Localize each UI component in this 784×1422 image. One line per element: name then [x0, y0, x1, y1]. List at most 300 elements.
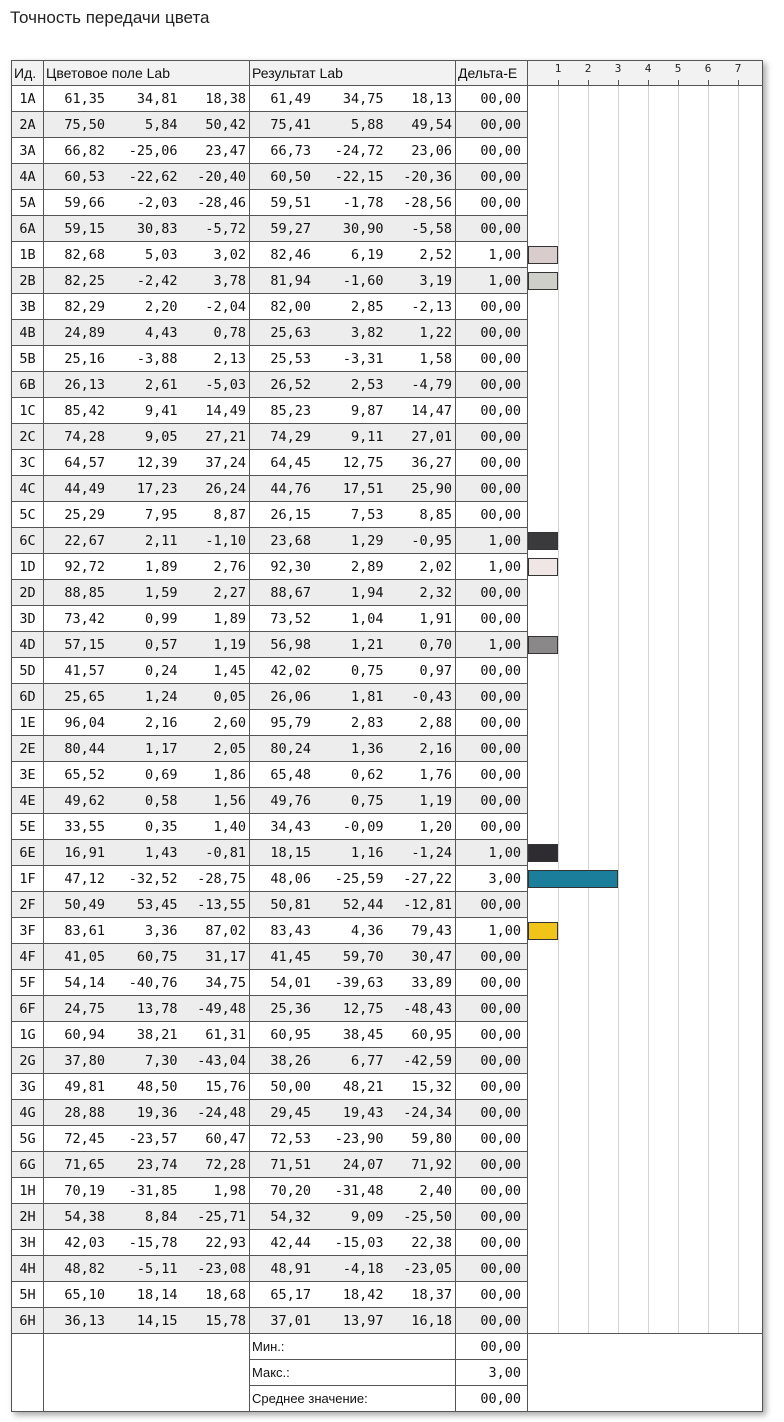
- lab-values: [44, 86, 250, 112]
- gridline: [618, 1022, 619, 1048]
- gridline: [618, 1230, 619, 1256]
- b-value: 1,86: [213, 766, 246, 783]
- delta-e-value: 00,00: [456, 1100, 528, 1126]
- delta-e-bar: [528, 532, 558, 550]
- gridline: [648, 216, 649, 242]
- b-value: 1,91: [419, 610, 452, 627]
- gridline: [558, 398, 559, 424]
- gridline: [708, 1178, 709, 1204]
- a-value: 1,29: [350, 532, 384, 549]
- result-values: [250, 346, 456, 372]
- gridline: [588, 1308, 589, 1334]
- gridline: [618, 944, 619, 970]
- a-value: -0,09: [342, 818, 384, 835]
- a-value: 18,14: [136, 1286, 178, 1303]
- b-value: 23,06: [411, 142, 452, 159]
- a-value: 2,16: [144, 714, 178, 731]
- table-row: [12, 762, 763, 788]
- delta-e-value: 00,00: [456, 658, 528, 684]
- gridline: [558, 346, 559, 372]
- table-row: [12, 554, 763, 580]
- l-value: 82,46: [270, 246, 311, 263]
- l-value: 36,13: [64, 1312, 105, 1329]
- gridline: [618, 294, 619, 320]
- lab-values: [44, 320, 250, 346]
- a-value: 5,03: [144, 246, 178, 263]
- delta-e-bar-cell: [528, 112, 763, 138]
- l-value: 92,30: [270, 558, 311, 575]
- gridline: [618, 918, 619, 944]
- a-value: -2,42: [136, 272, 178, 289]
- lab-values: [44, 1126, 250, 1152]
- gridline: [648, 372, 649, 398]
- gridline: [588, 502, 589, 528]
- l-value: 85,42: [64, 402, 105, 419]
- gridline: [558, 294, 559, 320]
- gridline: [738, 1048, 739, 1074]
- empty-cell: [12, 1386, 44, 1412]
- a-value: -40,76: [128, 974, 178, 991]
- gridline: [558, 1048, 559, 1074]
- gridline: [738, 918, 739, 944]
- gridline: [588, 710, 589, 736]
- result-values: [250, 580, 456, 606]
- gridline: [708, 242, 709, 268]
- gridline: [738, 1074, 739, 1100]
- lab-values: [44, 1256, 250, 1282]
- gridline: [618, 1126, 619, 1152]
- lab-values: [44, 1308, 250, 1334]
- table-row: [12, 398, 763, 424]
- gridline: [738, 866, 739, 892]
- delta-e-bar-cell: [528, 450, 763, 476]
- lab-values: [44, 346, 250, 372]
- gridline: [708, 892, 709, 918]
- b-value: 1,76: [419, 766, 452, 783]
- delta-e-bar-cell: [528, 476, 763, 502]
- gridline: [588, 1100, 589, 1126]
- b-value: -13,55: [197, 896, 246, 913]
- delta-e-bar-cell: [528, 554, 763, 580]
- b-value: -42,59: [403, 1052, 452, 1069]
- lab-values: [44, 606, 250, 632]
- a-value: 0,58: [144, 792, 178, 809]
- delta-e-value: 00,00: [456, 1152, 528, 1178]
- b-value: -5,58: [411, 220, 452, 237]
- b-value: 3,02: [213, 246, 246, 263]
- gridline: [678, 450, 679, 476]
- chart-scale: [528, 61, 763, 86]
- lab-values: [44, 1048, 250, 1074]
- delta-e-bar: [528, 844, 558, 862]
- gridline: [648, 1308, 649, 1334]
- gridline: [738, 424, 739, 450]
- table-row: [12, 1126, 763, 1152]
- gridline: [708, 216, 709, 242]
- delta-e-bar-cell: [528, 1100, 763, 1126]
- gridline: [588, 762, 589, 788]
- gridline: [738, 606, 739, 632]
- patch-id: 3E: [12, 762, 44, 788]
- b-value: 2,40: [419, 1182, 452, 1199]
- delta-e-bar-cell: [528, 1282, 763, 1308]
- lab-values: [44, 450, 250, 476]
- patch-id: 2H: [12, 1204, 44, 1230]
- patch-id: 5E: [12, 814, 44, 840]
- l-value: 26,13: [64, 376, 105, 393]
- delta-e-bar: [528, 246, 558, 264]
- l-value: 83,43: [270, 922, 311, 939]
- gridline: [648, 502, 649, 528]
- delta-e-bar-cell: [528, 892, 763, 918]
- a-value: 19,43: [342, 1104, 384, 1121]
- gridline: [708, 814, 709, 840]
- b-value: 15,78: [205, 1312, 246, 1329]
- result-values: [250, 944, 456, 970]
- scale-tick-label: 3: [614, 62, 622, 75]
- b-value: -28,46: [197, 194, 246, 211]
- a-value: 2,61: [144, 376, 178, 393]
- delta-e-bar-cell: [528, 346, 763, 372]
- gridline: [708, 1048, 709, 1074]
- delta-e-value: 00,00: [456, 112, 528, 138]
- gridline: [648, 528, 649, 554]
- delta-e-value: 00,00: [456, 996, 528, 1022]
- lab-values: [44, 918, 250, 944]
- result-values: [250, 1230, 456, 1256]
- gridline: [588, 86, 589, 112]
- a-value: -5,11: [136, 1260, 178, 1277]
- gridline: [558, 996, 559, 1022]
- gridline: [708, 190, 709, 216]
- l-value: 61,35: [64, 90, 105, 107]
- gridline: [678, 190, 679, 216]
- gridline: [738, 580, 739, 606]
- gridline: [618, 580, 619, 606]
- gridline: [588, 450, 589, 476]
- b-value: 18,37: [411, 1286, 452, 1303]
- a-value: 12,39: [136, 454, 178, 471]
- patch-id: 1B: [12, 242, 44, 268]
- gridline: [588, 1048, 589, 1074]
- patch-id: 3B: [12, 294, 44, 320]
- l-value: 65,48: [270, 766, 311, 783]
- lab-values: [44, 398, 250, 424]
- gridline: [558, 1022, 559, 1048]
- gridline: [648, 710, 649, 736]
- delta-e-value: 00,00: [456, 814, 528, 840]
- gridline: [678, 86, 679, 112]
- scale-tick-mark: [558, 80, 559, 85]
- delta-e-value: 00,00: [456, 1178, 528, 1204]
- gridline: [588, 1152, 589, 1178]
- result-values: [250, 86, 456, 112]
- l-value: 50,00: [270, 1078, 311, 1095]
- a-value: 1,89: [144, 558, 178, 575]
- gridline: [648, 450, 649, 476]
- l-value: 23,68: [270, 532, 311, 549]
- gridline: [678, 268, 679, 294]
- gridline: [558, 632, 559, 658]
- b-value: 1,20: [419, 818, 452, 835]
- l-value: 73,52: [270, 610, 311, 627]
- gridline: [738, 814, 739, 840]
- gridline: [678, 866, 679, 892]
- a-value: 2,53: [350, 376, 384, 393]
- result-values: [250, 320, 456, 346]
- gridline: [738, 294, 739, 320]
- patch-id: 1G: [12, 1022, 44, 1048]
- gridline: [618, 970, 619, 996]
- gridline: [588, 1256, 589, 1282]
- gridline: [708, 996, 709, 1022]
- patch-id: 6E: [12, 840, 44, 866]
- gridline: [588, 554, 589, 580]
- gridline: [558, 1178, 559, 1204]
- l-value: 65,52: [64, 766, 105, 783]
- b-value: 27,01: [411, 428, 452, 445]
- gridline: [618, 1048, 619, 1074]
- a-value: 9,11: [350, 428, 384, 445]
- a-value: 34,75: [342, 90, 384, 107]
- gridline: [738, 528, 739, 554]
- color-accuracy-table: [11, 60, 763, 1412]
- gridline: [558, 476, 559, 502]
- result-values: [250, 164, 456, 190]
- gridline: [708, 632, 709, 658]
- delta-e-value: 00,00: [456, 1048, 528, 1074]
- a-value: 1,94: [350, 584, 384, 601]
- l-value: 82,00: [270, 298, 311, 315]
- b-value: -48,43: [403, 1000, 452, 1017]
- a-value: 6,19: [350, 246, 384, 263]
- scale-tick-label: 4: [644, 62, 652, 75]
- a-value: 3,82: [350, 324, 384, 341]
- gridline: [588, 112, 589, 138]
- l-value: 65,10: [64, 1286, 105, 1303]
- delta-e-bar-cell: [528, 1178, 763, 1204]
- header-delta: Дельта-E: [456, 61, 528, 86]
- summary-label: Среднее значение:: [250, 1386, 456, 1412]
- patch-id: 1C: [12, 398, 44, 424]
- a-value: 2,11: [144, 532, 178, 549]
- gridline: [678, 502, 679, 528]
- patch-id: 1F: [12, 866, 44, 892]
- l-value: 42,02: [270, 662, 311, 679]
- table-row: [12, 1152, 763, 1178]
- summary-value: 00,00: [456, 1386, 528, 1412]
- delta-e-value: 00,00: [456, 398, 528, 424]
- l-value: 71,65: [64, 1156, 105, 1173]
- l-value: 60,95: [270, 1026, 311, 1043]
- gridline: [708, 554, 709, 580]
- delta-e-value: 00,00: [456, 606, 528, 632]
- result-values: [250, 892, 456, 918]
- gridline: [678, 1178, 679, 1204]
- lab-values: [44, 840, 250, 866]
- result-values: [250, 476, 456, 502]
- delta-e-bar-cell: [528, 190, 763, 216]
- result-values: [250, 632, 456, 658]
- scale-tick-mark: [648, 80, 649, 85]
- a-value: 17,23: [136, 480, 178, 497]
- patch-id: 5C: [12, 502, 44, 528]
- delta-e-bar-cell: [528, 216, 763, 242]
- table-row: [12, 1022, 763, 1048]
- delta-e-value: 00,00: [456, 1230, 528, 1256]
- patch-id: 5H: [12, 1282, 44, 1308]
- a-value: 9,87: [350, 402, 384, 419]
- gridline: [588, 1074, 589, 1100]
- patch-id: 4E: [12, 788, 44, 814]
- patch-id: 2F: [12, 892, 44, 918]
- gridline: [708, 112, 709, 138]
- gridline: [708, 476, 709, 502]
- patch-id: 5D: [12, 658, 44, 684]
- table-row: [12, 450, 763, 476]
- result-values: [250, 606, 456, 632]
- b-value: 1,89: [213, 610, 246, 627]
- gridline: [618, 658, 619, 684]
- lab-values: [44, 216, 250, 242]
- table-header-row: [12, 61, 763, 86]
- b-value: 72,28: [205, 1156, 246, 1173]
- scale-tick-mark: [618, 80, 619, 85]
- gridline: [618, 814, 619, 840]
- gridline: [618, 346, 619, 372]
- lab-values: [44, 1152, 250, 1178]
- delta-e-bar: [528, 922, 558, 940]
- result-values: [250, 970, 456, 996]
- gridline: [588, 918, 589, 944]
- summary-row: [12, 1360, 763, 1386]
- l-value: 48,82: [64, 1260, 105, 1277]
- gridline: [708, 658, 709, 684]
- l-value: 80,24: [270, 740, 311, 757]
- a-value: 7,53: [350, 506, 384, 523]
- b-value: -2,13: [411, 298, 452, 315]
- a-value: 24,07: [342, 1156, 384, 1173]
- a-value: -22,15: [334, 168, 384, 185]
- gridline: [648, 970, 649, 996]
- patch-id: 4F: [12, 944, 44, 970]
- gridline: [588, 658, 589, 684]
- b-value: 34,75: [205, 974, 246, 991]
- gridline: [648, 866, 649, 892]
- a-value: 0,57: [144, 636, 178, 653]
- a-value: 8,84: [144, 1208, 178, 1225]
- gridline: [618, 554, 619, 580]
- b-value: -2,04: [205, 298, 246, 315]
- gridline: [708, 684, 709, 710]
- result-values: [250, 1022, 456, 1048]
- gridline: [708, 502, 709, 528]
- patch-id: 4D: [12, 632, 44, 658]
- l-value: 65,17: [270, 1286, 311, 1303]
- gridline: [648, 1204, 649, 1230]
- lab-values: [44, 112, 250, 138]
- scale-tick-label: 6: [704, 62, 712, 75]
- gridline: [708, 1230, 709, 1256]
- table-row: [12, 1256, 763, 1282]
- gridline: [708, 788, 709, 814]
- b-value: 49,54: [411, 116, 452, 133]
- gridline: [678, 320, 679, 346]
- a-value: 17,51: [342, 480, 384, 497]
- gridline: [738, 242, 739, 268]
- gridline: [618, 372, 619, 398]
- result-values: [250, 1256, 456, 1282]
- gridline: [648, 684, 649, 710]
- b-value: -1,10: [205, 532, 246, 549]
- gridline: [618, 528, 619, 554]
- b-value: 27,21: [205, 428, 246, 445]
- lab-values: [44, 1074, 250, 1100]
- a-value: 1,43: [144, 844, 178, 861]
- gridline: [738, 1230, 739, 1256]
- delta-e-bar-cell: [528, 242, 763, 268]
- l-value: 50,49: [64, 896, 105, 913]
- gridline: [678, 1100, 679, 1126]
- l-value: 92,72: [64, 558, 105, 575]
- b-value: 2,76: [213, 558, 246, 575]
- b-value: 3,19: [419, 272, 452, 289]
- a-value: 6,77: [350, 1052, 384, 1069]
- a-value: 19,36: [136, 1104, 178, 1121]
- gridline: [678, 996, 679, 1022]
- delta-e-value: 00,00: [456, 1256, 528, 1282]
- delta-e-bar-cell: [528, 788, 763, 814]
- lab-values: [44, 996, 250, 1022]
- delta-e-bar-cell: [528, 138, 763, 164]
- lab-values: [44, 580, 250, 606]
- lab-values: [44, 658, 250, 684]
- gridline: [618, 1100, 619, 1126]
- l-value: 71,51: [270, 1156, 311, 1173]
- gridline: [738, 1126, 739, 1152]
- gridline: [558, 736, 559, 762]
- result-values: [250, 242, 456, 268]
- a-value: 48,21: [342, 1078, 384, 1095]
- gridline: [678, 554, 679, 580]
- lab-values: [44, 268, 250, 294]
- delta-e-value: 1,00: [456, 840, 528, 866]
- b-value: 8,85: [419, 506, 452, 523]
- b-value: 2,32: [419, 584, 452, 601]
- scale-tick-mark: [678, 80, 679, 85]
- a-value: -23,57: [128, 1130, 178, 1147]
- delta-e-bar: [528, 558, 558, 576]
- table-row: [12, 1308, 763, 1334]
- result-values: [250, 112, 456, 138]
- table-row: [12, 840, 763, 866]
- gridline: [678, 1204, 679, 1230]
- gridline: [618, 606, 619, 632]
- gridline: [558, 580, 559, 606]
- result-values: [250, 1100, 456, 1126]
- gridline: [588, 138, 589, 164]
- gridline: [558, 944, 559, 970]
- gridline: [738, 450, 739, 476]
- delta-e-bar-cell: [528, 1048, 763, 1074]
- gridline: [738, 216, 739, 242]
- delta-e-value: 00,00: [456, 320, 528, 346]
- gridline: [678, 892, 679, 918]
- gridline: [678, 944, 679, 970]
- a-value: 9,09: [350, 1208, 384, 1225]
- b-value: 3,78: [213, 272, 246, 289]
- patch-id: 1D: [12, 554, 44, 580]
